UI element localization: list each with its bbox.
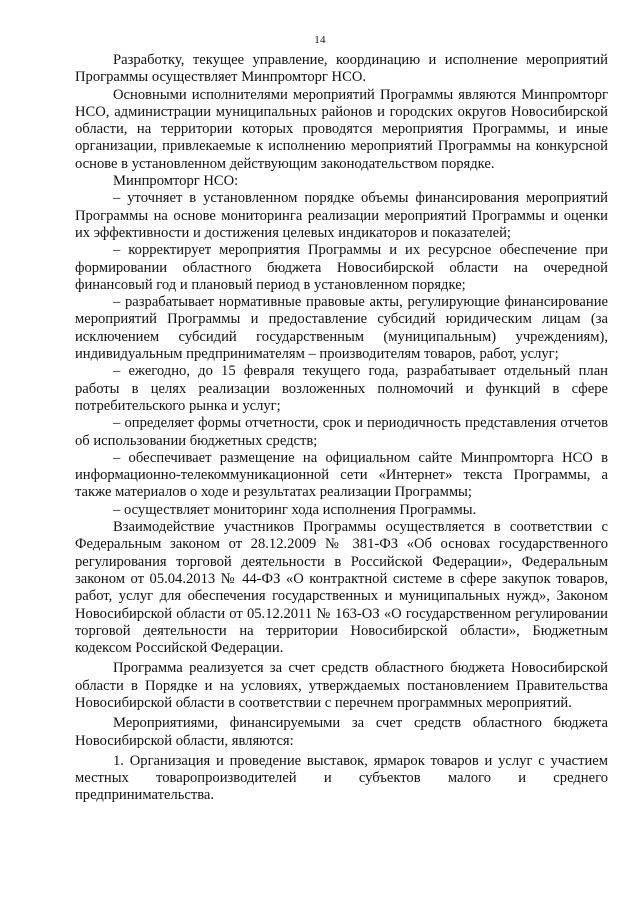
paragraph-management: Разработку, текущее управление, координацию и исполнение мероприятий Программы осуществляет Минпромторг НСО. (75, 52, 608, 86)
list-item-monitoring: – осуществляет мониторинг хода исполнения Программы. (113, 501, 477, 518)
paragraph-budget: Программа реализуется за счет средств областного бюджета Новосибирской области в Порядке и на условиях, утверждаемых постановлением Правительства Новосибирской области в соответствии с перечнем программных мероприятий. (75, 660, 608, 711)
list-item-publication: – обеспечивает размещение на официальном сайте Минпромторга НСО в информационно-телекоммуникационной сети «Интернет» текста Программы, а также материалов о ходе и результатах реализации Программы; (75, 449, 608, 501)
page-number: 14 (314, 34, 326, 46)
list-item-annual-plan: – ежегодно, до 15 февраля текущего года, разрабатывает отдельный план работы в целях реализации возложенных полномочий и функций в сфере потребительского рынка и услуг; (75, 363, 608, 414)
document-body (75, 52, 608, 805)
paragraph-ministry-heading: Минпромторг НСО: (113, 173, 239, 190)
list-item-legal-acts: – разрабатывает нормативные правовые акты, регулирующие финансирование мероприятий Программы и предоставление субсидий юридическим лицам (за исключением субсидий государственным (муниципальным) учреждениям), индивидуальным предпринимателям – производителям товаров, работ, услуг; (75, 294, 608, 363)
paragraph-interaction: Взаимодействие участников Программы осуществляется в соответствии с Федеральным законом от 28.12.2009 № 381-ФЗ «Об основах государственного регулирования торговой деятельности в Российской Федерации», Федеральным законом от 05.04.2013 № 44-ФЗ «О контрактной системе в сфере закупок товаров, работ, услуг для обеспечения государственных и муниципальных нужд», Законом Новосибирской области от 05.12.2011 № 163-ОЗ «О государственном регулировании торговой деятельности на территории Новосибирской области», Бюджетным кодексом Российской Федерации. (75, 519, 608, 657)
list-item-funding: – уточняет в установленном порядке объемы финансирования мероприятий Программы на основе мониторинга реализации мероприятий Программы и оценки их эффективности и достижения целевых индикаторов и показателей; (75, 190, 608, 241)
paragraph-measure-1: 1. Организация и проведение выставок, ярмарок товаров и услуг с участием местных товаропроизводителей и субъектов малого и среднего предпринимательства. (75, 752, 608, 804)
list-item-correction: – корректирует мероприятия Программы и их ресурсное обеспечение при формировании областного бюджета Новосибирской области на очередной финансовый год и плановый период в установленном порядке; (75, 242, 608, 293)
list-item-reporting: – определяет формы отчетности, срок и периодичность представления отчетов об использовании бюджетных средств; (75, 415, 608, 449)
paragraph-executors: Основными исполнителями мероприятий Программы являются Минпромторг НСО, администрации муниципальных районов и городских округов Новосибирской области, на территории которых проводятся мероприятия Программы, и иные организации, привлекаемые к исполнению мероприятий Программы на конкурсной основе в установленном действующим законодательством порядке. (75, 86, 608, 172)
paragraph-financed-measures: Мероприятиями, финансируемыми за счет средств областного бюджета Новосибирской области, являются: (75, 715, 608, 749)
